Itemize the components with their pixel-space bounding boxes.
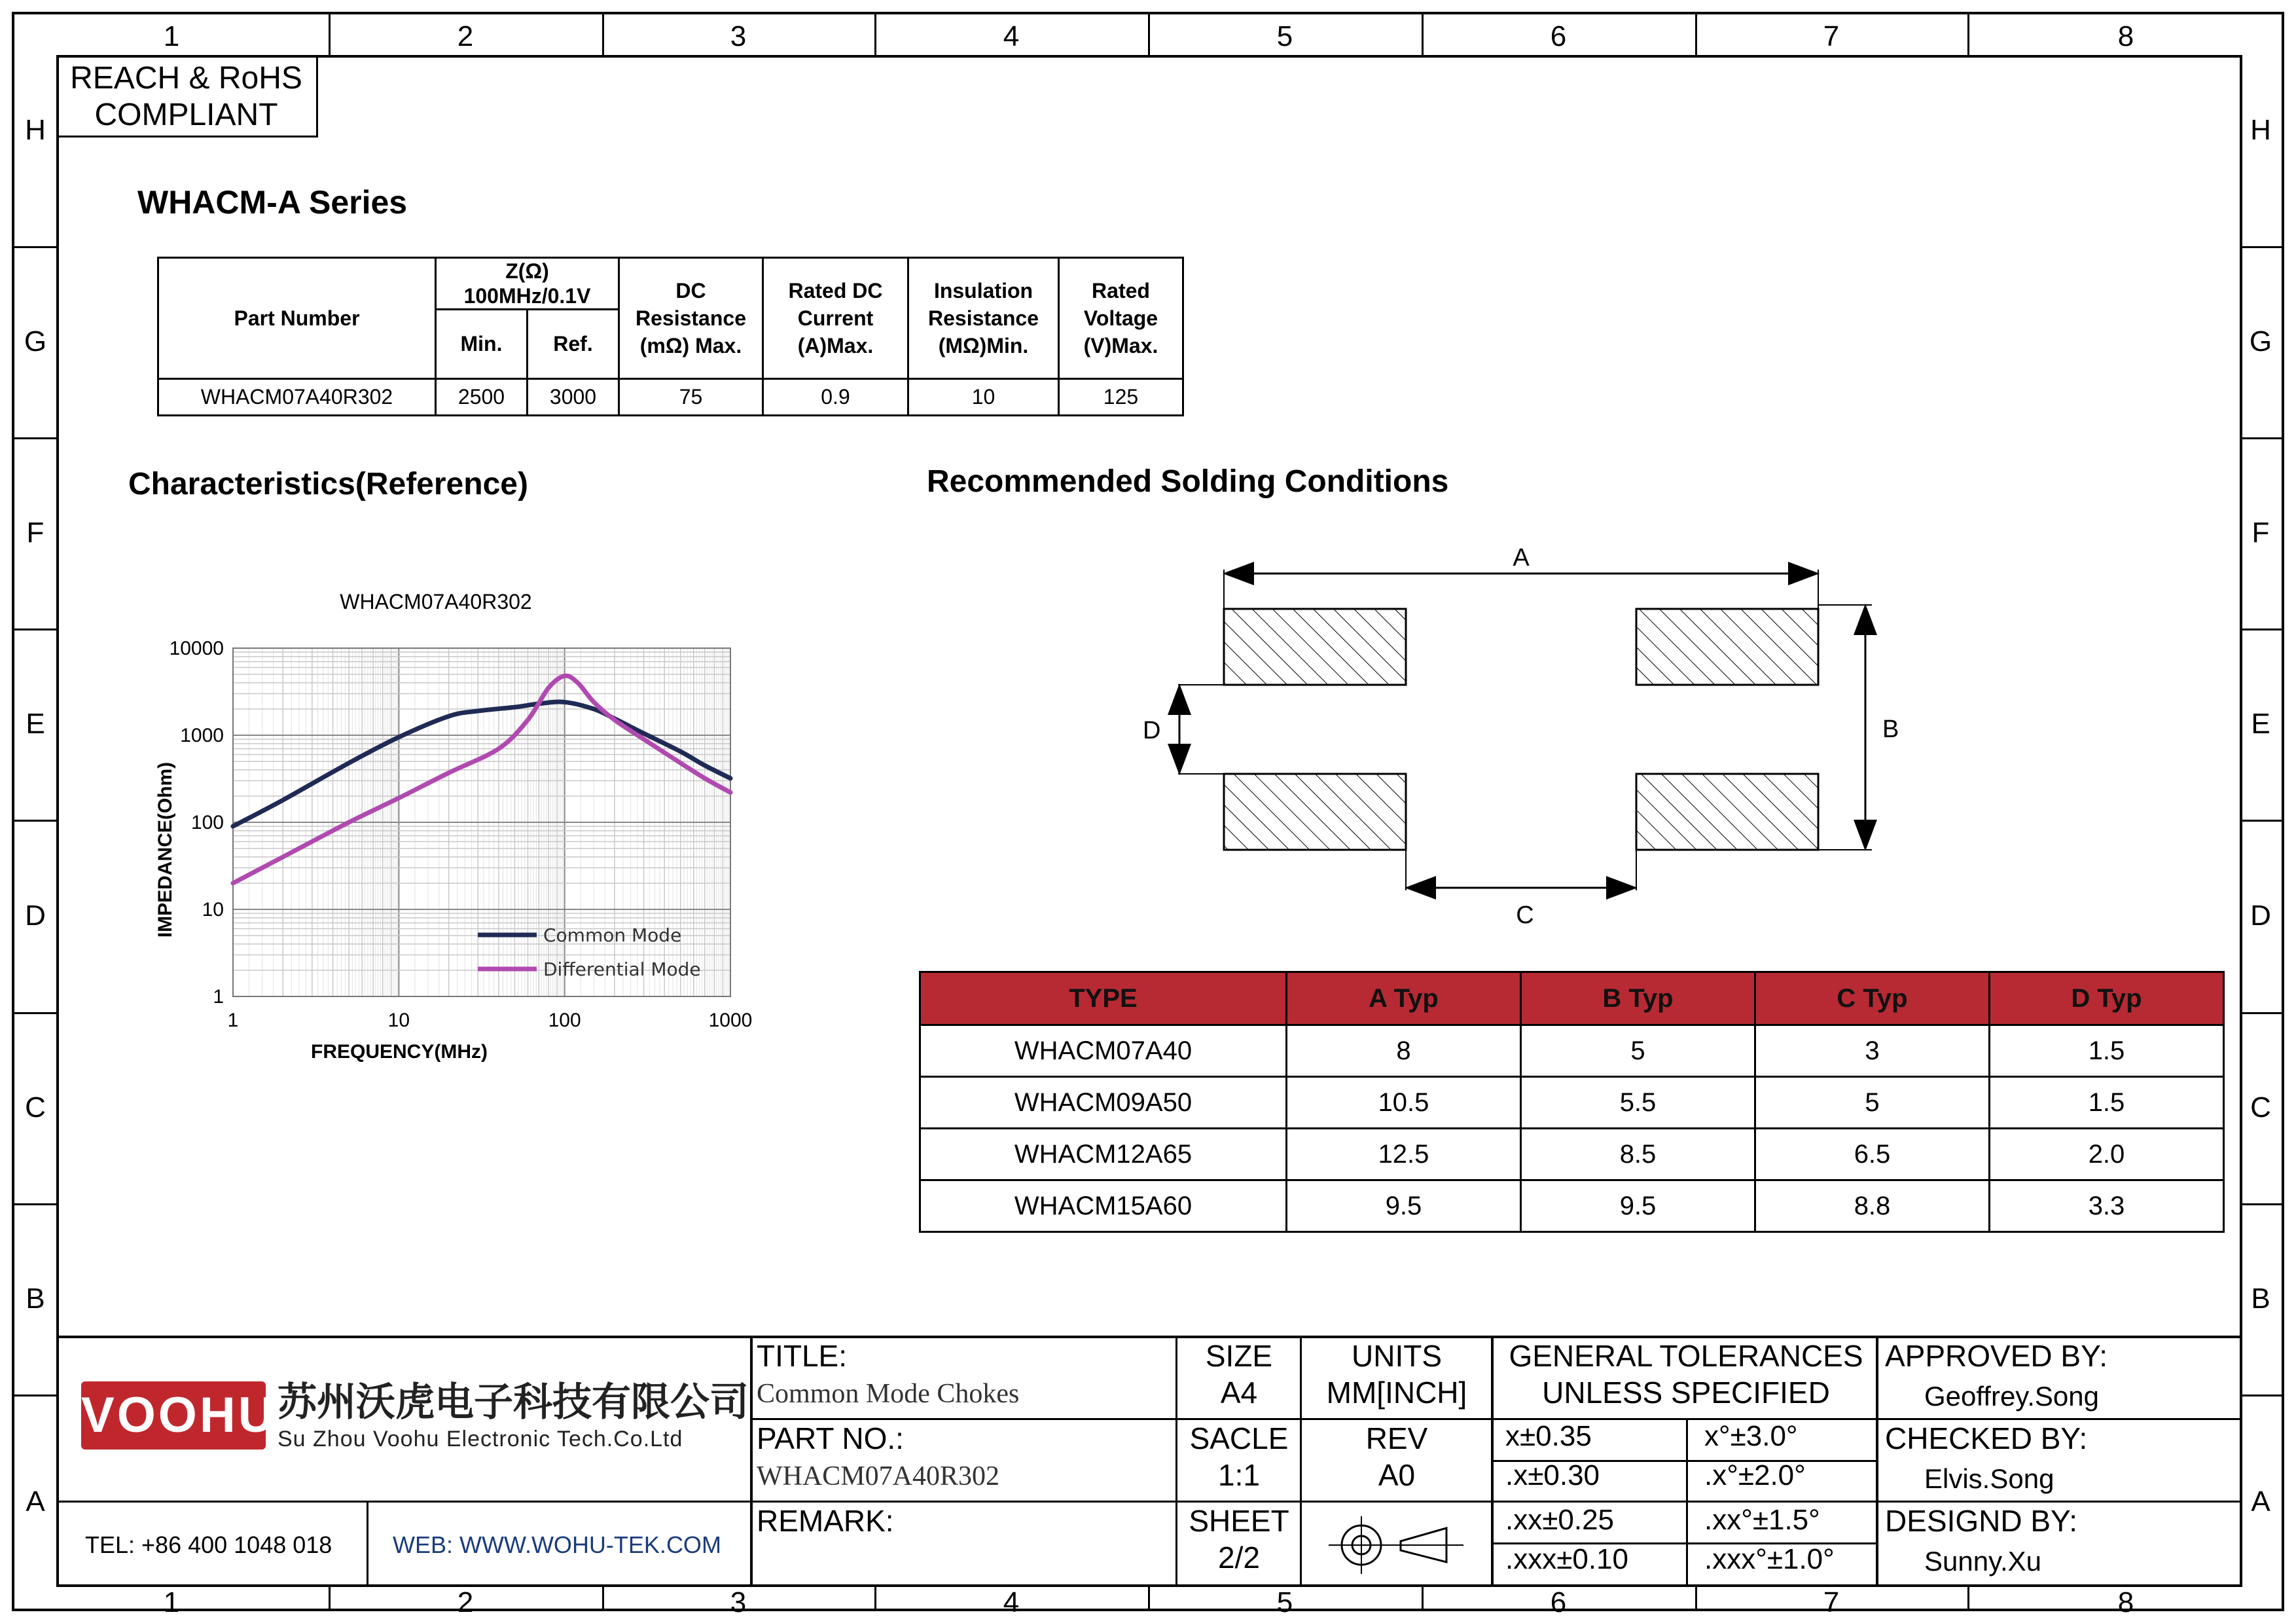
header-dc-2: Resistance xyxy=(636,306,746,330)
rev-label: REV xyxy=(1365,1421,1428,1455)
x-tick-label: 1 xyxy=(227,1010,239,1031)
x-tick-label: 10 xyxy=(387,1010,410,1031)
dim-cell: 1.5 xyxy=(1990,1077,2224,1129)
zone-col-top: 5 xyxy=(1276,20,1293,52)
header-rv-2: Voltage xyxy=(1083,306,1158,330)
company-name-cn: 苏州沃虎电子科技有限公司 xyxy=(278,1380,749,1424)
dim-cell: 1.5 xyxy=(1990,1025,2224,1077)
remark-label: REMARK: xyxy=(757,1504,894,1538)
dim-header-cell: D Typ xyxy=(1990,972,2224,1025)
dim-cell: WHACM12A65 xyxy=(920,1129,1287,1180)
tolerance-cell: .xxx±0.10 xyxy=(1505,1543,1629,1575)
size-label: SIZE xyxy=(1205,1339,1273,1373)
table-row xyxy=(920,1025,2224,1077)
projection-symbol-icon xyxy=(1316,1512,1473,1578)
spec-table xyxy=(157,257,1184,416)
chart-ylabel: IMPEDANCE(Ohm) xyxy=(154,761,176,938)
dim-header-cell: TYPE xyxy=(920,972,1287,1025)
tolerance-cell: .x°±2.0° xyxy=(1704,1459,1806,1491)
zone-col-top: 6 xyxy=(1550,20,1567,52)
dimension-table xyxy=(919,971,2225,1233)
units-label: UNITS xyxy=(1352,1339,1442,1373)
approved-label: APPROVED BY: xyxy=(1885,1339,2108,1373)
dim-header-cell: C Typ xyxy=(1755,972,1990,1025)
zone-row-left: G xyxy=(24,325,47,357)
legend-label: Differential Mode xyxy=(543,958,701,980)
pad-top-right xyxy=(1636,609,1818,685)
compliance-line-1: REACH & RoHS xyxy=(70,61,302,96)
dimension-table-header xyxy=(920,972,2224,1025)
dim-cell: 5 xyxy=(1755,1077,1990,1129)
legend-label: Common Mode xyxy=(543,924,682,946)
zone-col-bottom: 2 xyxy=(457,1586,474,1618)
zone-row-right: B xyxy=(2251,1283,2270,1315)
header-rv-3: (V)Max. xyxy=(1083,334,1158,357)
size-value: A4 xyxy=(1220,1376,1258,1410)
header-ir-1: Insulation xyxy=(933,279,1033,302)
dim-cell: 8.8 xyxy=(1755,1180,1990,1232)
cell-part: WHACM07A40R302 xyxy=(158,379,436,416)
zone-row-left: H xyxy=(25,114,46,146)
zone-col-bottom: 6 xyxy=(1550,1586,1567,1618)
header-rc-1: Rated DC xyxy=(788,279,883,302)
dim-cell: 5 xyxy=(1521,1025,1755,1077)
header-insulation xyxy=(908,258,1059,379)
header-impedance xyxy=(436,258,619,310)
zone-row-left: C xyxy=(25,1091,46,1123)
scale-label: SACLE xyxy=(1189,1421,1289,1455)
header-rc-3: (A)Max. xyxy=(797,334,874,357)
header-dc-resistance xyxy=(619,258,763,379)
checked-label: CHECKED BY: xyxy=(1885,1421,2088,1455)
pad-bottom-right xyxy=(1636,774,1818,850)
label-a: A xyxy=(1513,544,1530,572)
y-tick-label: 10 xyxy=(202,899,224,921)
company-name-en: Su Zhou Voohu Electronic Tech.Co.Ltd xyxy=(278,1427,683,1451)
designed-label: DESIGND BY: xyxy=(1885,1504,2077,1538)
tolerance-title-1: GENERAL TOLERANCES xyxy=(1509,1339,1863,1373)
y-tick-label: 100 xyxy=(190,812,224,833)
dim-cell: 9.5 xyxy=(1287,1180,1521,1232)
cell-insulation: 10 xyxy=(908,379,1059,416)
cell-ref: 3000 xyxy=(528,379,619,416)
cell-current: 0.9 xyxy=(763,379,908,416)
label-b: B xyxy=(1882,716,1899,743)
zone-col-bottom: 1 xyxy=(163,1586,180,1618)
part-no-value: WHACM07A40R302 xyxy=(757,1461,1000,1491)
label-d: D xyxy=(1143,717,1161,744)
zone-col-top: 3 xyxy=(730,20,747,52)
characteristics-title: Characteristics(Reference) xyxy=(128,467,528,501)
title-label: TITLE: xyxy=(757,1339,848,1373)
zone-col-top: 7 xyxy=(1823,20,1840,52)
header-impedance-cond: 100MHz/0.1V xyxy=(463,284,591,308)
dimension-table-body xyxy=(920,1025,2224,1232)
table-row xyxy=(920,1180,2224,1232)
dim-cell: 6.5 xyxy=(1755,1129,1990,1180)
x-tick-label: 1000 xyxy=(708,1010,753,1031)
y-tick-label: 10000 xyxy=(169,638,224,659)
header-ir-2: Resistance xyxy=(928,306,1039,330)
series-line-0 xyxy=(233,702,730,826)
header-rc-2: Current xyxy=(797,306,874,330)
dim-header-cell: A Typ xyxy=(1287,972,1521,1025)
zone-col-bottom: 3 xyxy=(730,1586,747,1618)
designed-value: Sunny.Xu xyxy=(1924,1546,2042,1577)
contact-tel: TEL: +86 400 1048 018 xyxy=(85,1531,332,1558)
header-dc-1: DC xyxy=(675,279,706,302)
compliance-line-2: COMPLIANT xyxy=(94,98,278,132)
zone-row-left: B xyxy=(26,1283,45,1315)
table-row xyxy=(920,1129,2224,1180)
dim-cell: WHACM07A40 xyxy=(920,1025,1287,1077)
zone-col-top: 1 xyxy=(163,20,180,52)
checked-value: Elvis.Song xyxy=(1924,1463,2054,1494)
tolerance-cell: .x±0.30 xyxy=(1505,1459,1600,1491)
zone-row-left: D xyxy=(25,900,46,932)
zone-row-right: A xyxy=(2251,1486,2270,1518)
compliance-badge xyxy=(56,55,318,137)
tolerance-cell: x±0.35 xyxy=(1505,1420,1592,1452)
zone-row-right: H xyxy=(2250,114,2271,146)
company-logo: VOOHU xyxy=(81,1381,266,1450)
zone-col-bottom: 7 xyxy=(1823,1586,1840,1618)
zone-row-right: G xyxy=(2249,325,2272,357)
header-ir-3: (MΩ)Min. xyxy=(938,334,1029,357)
pad-top-left xyxy=(1224,609,1406,685)
dim-cell: 10.5 xyxy=(1287,1077,1521,1129)
sheet-label: SHEET xyxy=(1189,1504,1289,1538)
zone-row-left: A xyxy=(26,1486,45,1518)
table-row xyxy=(920,1077,2224,1129)
pad-bottom-left xyxy=(1224,774,1406,850)
tolerance-cell: .xx°±1.5° xyxy=(1704,1504,1820,1536)
dim-cell: WHACM09A50 xyxy=(920,1077,1287,1129)
header-dc-3: (mΩ) Max. xyxy=(639,334,742,357)
units-value: MM[INCH] xyxy=(1326,1376,1467,1410)
header-ref: Ref. xyxy=(528,310,619,379)
label-c: C xyxy=(1516,902,1534,929)
header-min: Min. xyxy=(436,310,528,379)
zone-col-bottom: 8 xyxy=(2117,1586,2134,1618)
header-part-number: Part Number xyxy=(158,258,436,379)
dim-cell: 3 xyxy=(1755,1025,1990,1077)
zone-row-right: D xyxy=(2250,900,2271,932)
y-tick-label: 1 xyxy=(213,986,224,1008)
chart-xlabel: FREQUENCY(MHz) xyxy=(311,1041,488,1063)
impedance-chart xyxy=(131,576,785,1074)
zone-row-left: F xyxy=(26,517,45,549)
zone-col-top: 4 xyxy=(1003,20,1020,52)
x-tick-label: 100 xyxy=(548,1010,581,1031)
header-rated-current xyxy=(763,258,908,379)
dim-cell: WHACM15A60 xyxy=(920,1180,1287,1232)
zone-col-top: 2 xyxy=(457,20,474,52)
zone-row-right: C xyxy=(2250,1091,2271,1123)
scale-value: 1:1 xyxy=(1218,1458,1260,1492)
header-rv-1: Rated xyxy=(1092,279,1150,302)
dim-cell: 2.0 xyxy=(1990,1129,2224,1180)
approved-value: Geoffrey.Song xyxy=(1924,1381,2099,1412)
dim-cell: 9.5 xyxy=(1521,1180,1755,1232)
dim-cell: 12.5 xyxy=(1287,1129,1521,1180)
tolerance-cell: .xxx°±1.0° xyxy=(1704,1543,1835,1575)
rev-value: A0 xyxy=(1378,1458,1416,1492)
dim-cell: 8 xyxy=(1287,1025,1521,1077)
chart-series xyxy=(233,676,730,883)
chart-title: WHACM07A40R302 xyxy=(340,590,532,613)
solder-pad-drawing xyxy=(1139,537,1924,930)
sheet-value: 2/2 xyxy=(1218,1541,1260,1575)
series-title: WHACM-A Series xyxy=(137,184,408,221)
cell-voltage: 125 xyxy=(1059,379,1183,416)
zone-col-top: 8 xyxy=(2117,20,2134,52)
zone-row-right: E xyxy=(2251,708,2270,740)
dim-header-cell: B Typ xyxy=(1521,972,1755,1025)
tolerance-cell: x°±3.0° xyxy=(1704,1420,1798,1452)
header-impedance-unit: Z(Ω) xyxy=(505,259,549,283)
title-value: Common Mode Chokes xyxy=(757,1379,1020,1409)
dim-cell: 5.5 xyxy=(1521,1077,1755,1129)
dim-cell: 8.5 xyxy=(1521,1129,1755,1180)
zone-col-bottom: 5 xyxy=(1276,1586,1293,1618)
part-no-label: PART NO.: xyxy=(757,1421,904,1455)
cell-min: 2500 xyxy=(436,379,528,416)
y-tick-label: 1000 xyxy=(180,725,224,746)
solding-title: Recommended Solding Conditions xyxy=(927,464,1449,499)
zone-col-bottom: 4 xyxy=(1003,1586,1020,1618)
zone-row-right: F xyxy=(2251,517,2270,549)
series-line-1 xyxy=(233,676,730,883)
dim-cell: 3.3 xyxy=(1990,1180,2224,1232)
zone-row-left: E xyxy=(26,708,45,740)
cell-dc: 75 xyxy=(619,379,763,416)
tolerance-cell: .xx±0.25 xyxy=(1505,1504,1615,1536)
contact-web[interactable]: WEB: WWW.WOHU-TEK.COM xyxy=(393,1531,721,1558)
header-rated-voltage xyxy=(1059,258,1183,379)
tolerance-title-2: UNLESS SPECIFIED xyxy=(1542,1376,1830,1410)
